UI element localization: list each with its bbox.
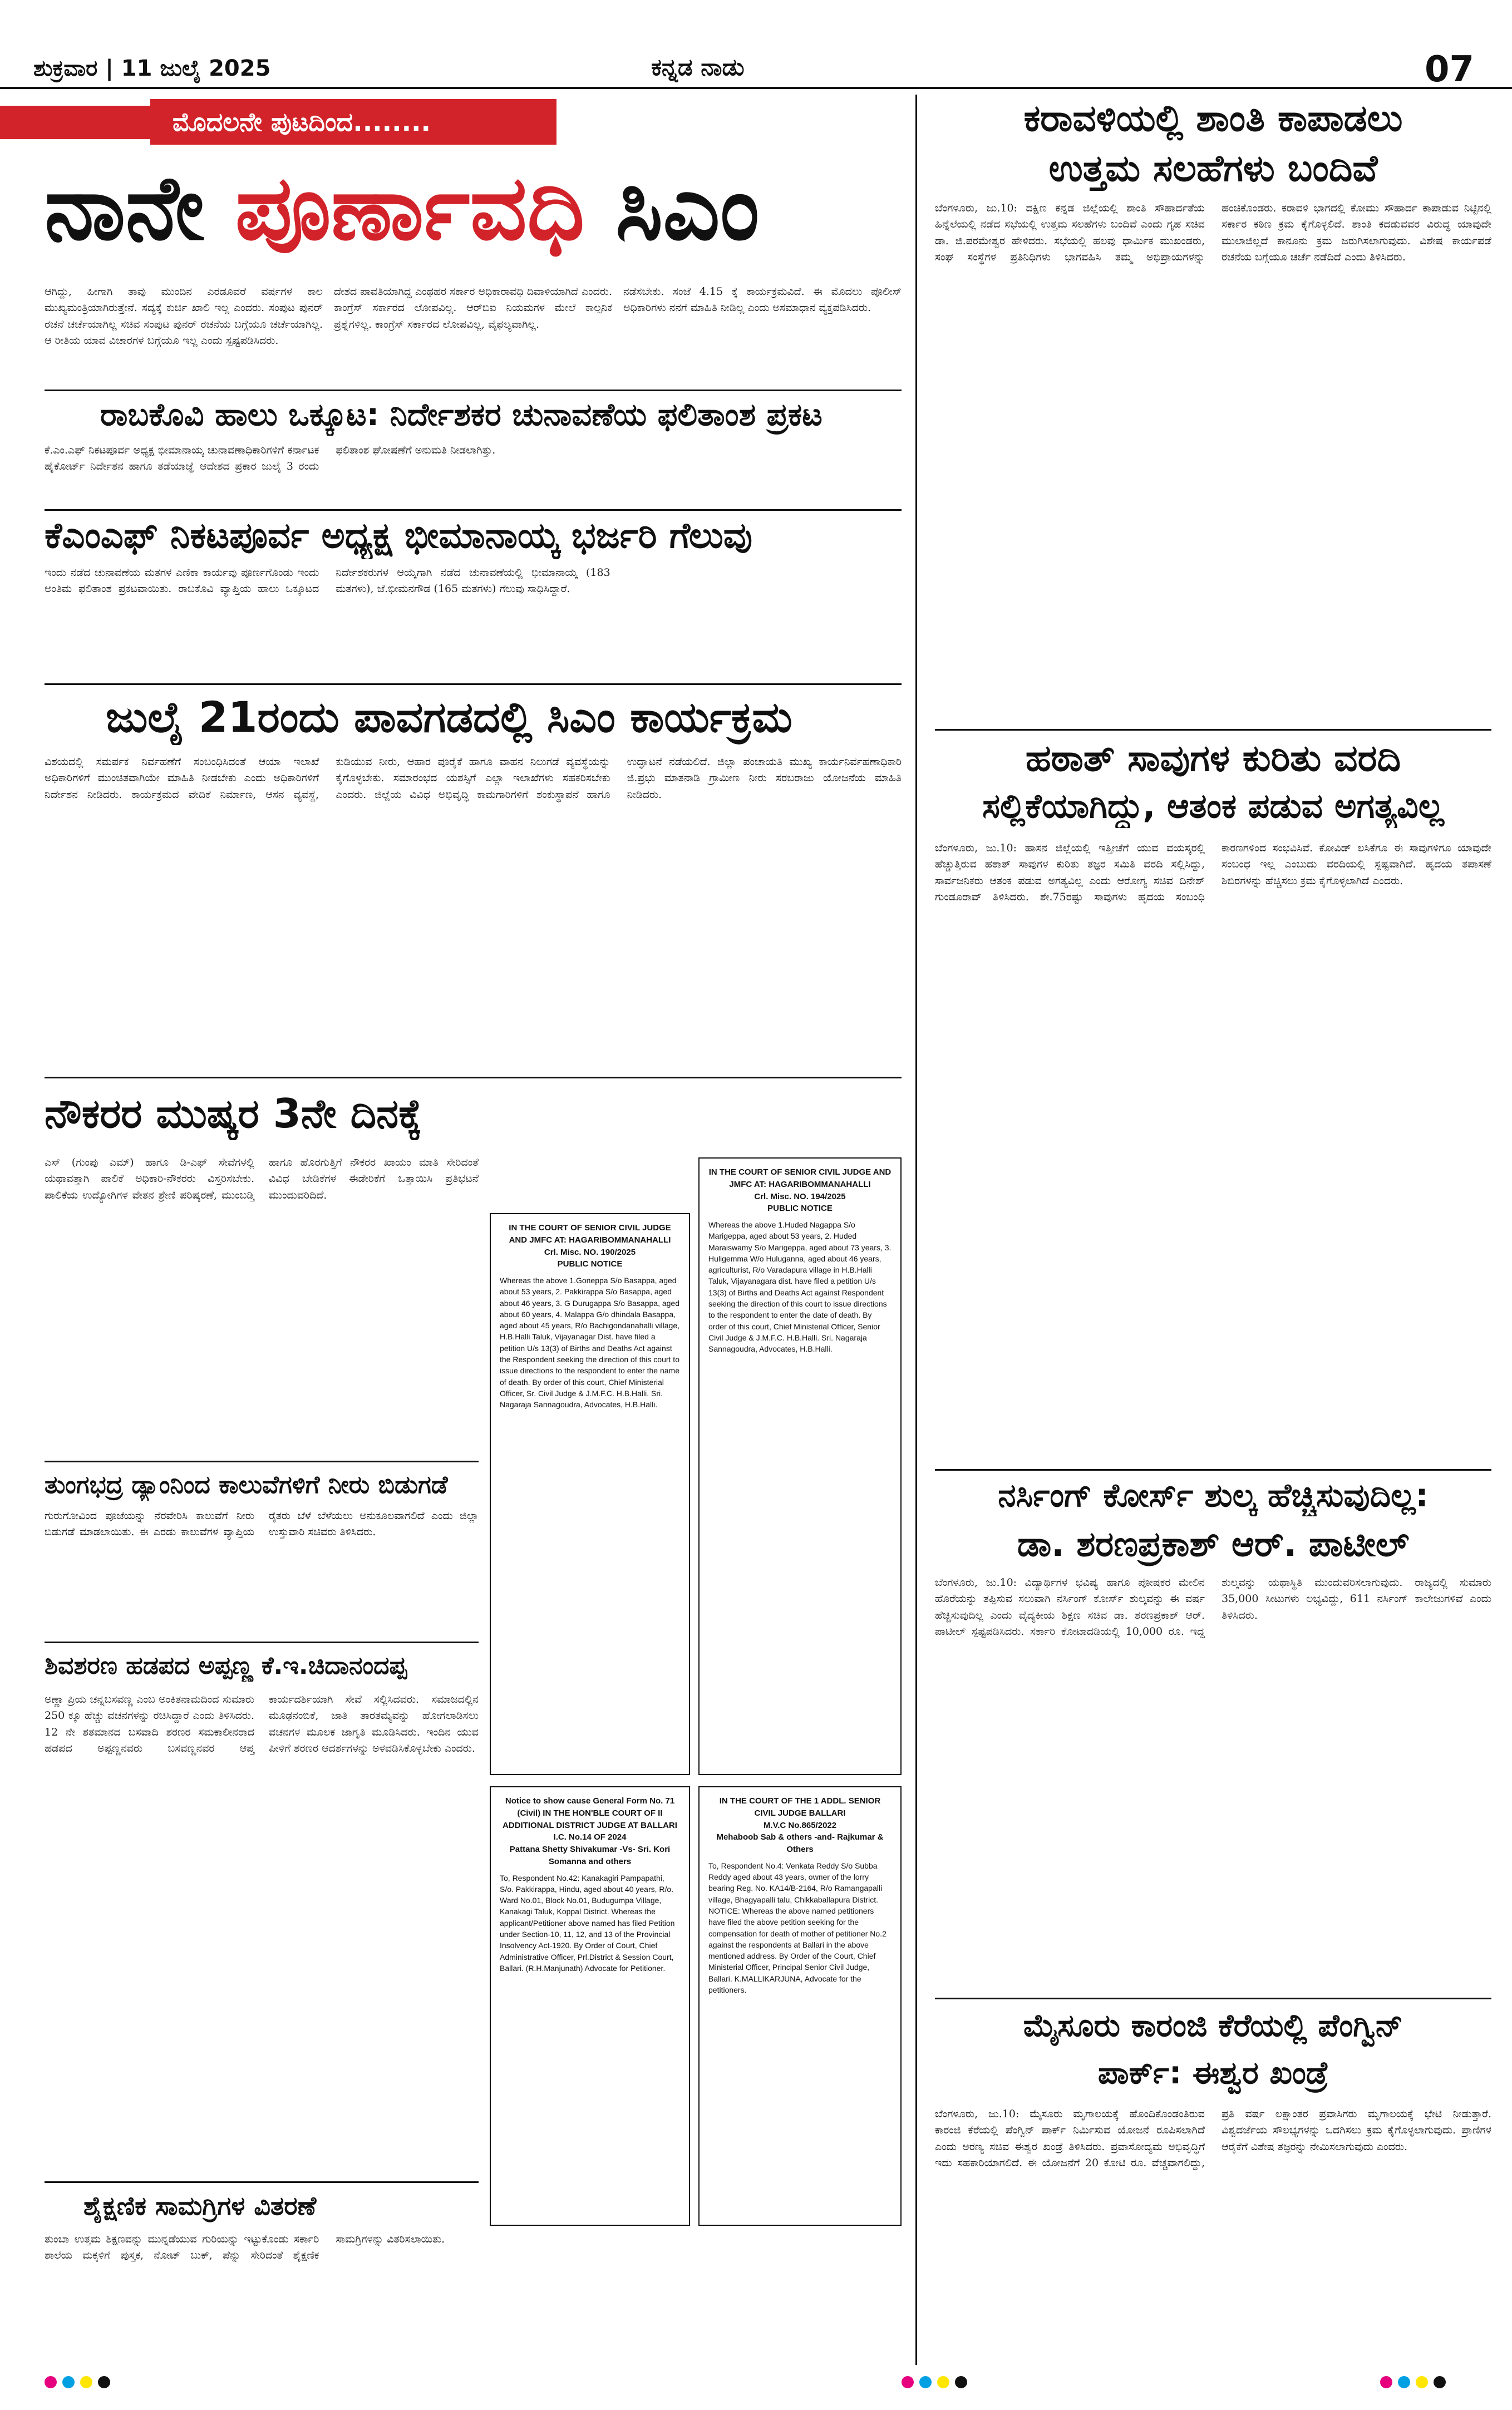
lead-kicker: ಮೊದಲನೇ ಪುಟದಿಂದ........ <box>150 99 556 145</box>
story-headline: ಜುಲೈ 21ರಂದು ಪಾವಗಡದಲ್ಲಿ ಸಿಎಂ ಕಾರ್ಯಕ್ರಮ <box>106 692 792 742</box>
registration-dot <box>1416 2376 1428 2388</box>
legal-notice <box>698 1786 902 2226</box>
notice-title: Pattana Shetty Shivakumar -Vs- Sri. Kori Somanna and others <box>509 1845 671 1866</box>
registration-dot <box>80 2376 92 2388</box>
registration-dot <box>98 2376 110 2388</box>
notice-text: Whereas the above 1.Goneppa S/o Basappa, aged about 53 years, 2. Pakkirappa S/o Basappa, aged about 46 years, 3. G Durugappa S/o Basappa, aged about 60 years, 4. Malappa G/o dhindala Basappa, aged about 45 years, R/o Bachigondanahalli village, H.B.Halli Taluk, Vijayanagar Dist. have filed a petition U/s 13(3) of Births and Deaths Act against the Respondent seeking the direction of this court to issue directions to the respondent to enter the name of death. By order of this court, Chief Ministerial Officer, Sr. Civil Judge & J.M.F.C. H.B.Halli. Sri. Nagaraja Sannagoudra, Advocates, H.B.Halli. <box>500 1276 680 1409</box>
notice-court: IN THE COURT OF SENIOR CIVIL JUDGE AND JMFC AT: HAGARIBOMMANAHALLI <box>509 1223 671 1245</box>
page-number: 07 <box>1425 49 1475 90</box>
lead-headline-part3: ಸಿಎಂ <box>615 156 760 260</box>
story-body: ಬೆಂಗಳೂರು, ಜು.10: ದಕ್ಷಿಣ ಕನ್ನಡ ಜಿಲ್ಲೆಯಲ್ಲಿ ಶಾಂತಿ ಸೌಹಾರ್ದತೆಯ ಹಿನ್ನೆಲೆಯಲ್ಲಿ ನಡೆದ ಸಭೆಯಲ್ಲಿ ಉತ್ತಮ ಸಲಹೆಗಳು ಬಂದಿವೆ ಎಂದು ಗೃಹ ಸಚಿವ ಡಾ. ಜಿ.ಪರಮೇಶ್ವರ ಹೇಳಿದರು. ಸಭೆಯಲ್ಲಿ ಹಲವು ಧಾರ್ಮಿಕ ಮುಖಂಡರು, ಸಂಘ ಸಂಸ್ಥೆಗಳ ಪ್ರತಿನಿಧಿಗಳು ಭಾಗವಹಿಸಿ ತಮ್ಮ ಅಭಿಪ್ರಾಯಗಳನ್ನು ಹಂಚಿಕೊಂಡರು. ಕರಾವಳಿ ಭಾಗದಲ್ಲಿ ಕೋಮು ಸೌಹಾರ್ದ ಕಾಪಾಡುವ ನಿಟ್ಟಿನಲ್ಲಿ ಸರ್ಕಾರ ಕಠಿಣ ಕ್ರಮ ಕೈಗೊಳ್ಳಲಿದೆ. ಶಾಂತಿ ಕದಡುವವರ ವಿರುದ್ಧ ಯಾವುದೇ ಮುಲಾಜಿಲ್ಲದೆ ಕಾನೂನು ಕ್ರಮ ಜರುಗಿಸಲಾಗುವುದು. ವಿಶೇಷ ಕಾರ್ಯಪಡೆ ರಚನೆಯ ಬಗ್ಗೆಯೂ ಚರ್ಚೆ ನಡೆದಿದೆ ಎಂದು ತಿಳಿಸಿದರು. <box>935 202 1491 264</box>
notice-case: Crl. Misc. NO. 190/2025 <box>544 1247 636 1257</box>
divider <box>45 1642 479 1643</box>
story-body: ಬೆಂಗಳೂರು, ಜು.10: ಮೈಸೂರು ಮೃಗಾಲಯಕ್ಕೆ ಹೊಂದಿಕೊಂಡಂತಿರುವ ಕಾರಂಜಿ ಕೆರೆಯಲ್ಲಿ ಪೆಂಗ್ವಿನ್ ಪಾರ್ಕ್ ನಿರ್ಮಿಸುವ ಯೋಜನೆ ರೂಪಿಸಲಾಗಿದೆ ಎಂದು ಅರಣ್ಯ ಸಚಿವ ಈಶ್ವರ ಖಂಡ್ರೆ ತಿಳಿಸಿದರು. ಪ್ರವಾಸೋದ್ಯಮ ಅಭಿವೃದ್ಧಿಗೆ ಇದು ಸಹಕಾರಿಯಾಗಲಿದೆ. ಈ ಯೋಜನೆಗೆ 20 ಕೋಟಿ ರೂ. ವೆಚ್ಚವಾಗಲಿದ್ದು, ಪ್ರತಿ ವರ್ಷ ಲಕ್ಷಾಂತರ ಪ್ರವಾಸಿಗರು ಮೃಗಾಲಯಕ್ಕೆ ಭೇಟಿ ನೀಡುತ್ತಾರೆ. ವಿಶ್ವದರ್ಜೆಯ ಸೌಲಭ್ಯಗಳನ್ನು ಒದಗಿಸಲು ಕ್ರಮ ಕೈಗೊಳ್ಳಲಾಗುವುದು. ಪ್ರಾಣಿಗಳ ಆರೈಕೆಗೆ ವಿಶೇಷ ತಜ್ಞರನ್ನು ನೇಮಿಸಲಾಗುವುದು ಎಂದರು. <box>935 2108 1491 2170</box>
story-headline: ಪಾರ್ಕ್: ಈಶ್ವರ ಖಂಡ್ರೆ <box>1097 2055 1329 2091</box>
registration-dot <box>1434 2376 1446 2388</box>
notice-text: To, Respondent No.42: Kanakagiri Pampapathi, S/o. Pakkirappa, Hindu, aged about 40 years, R/o. Ward No.01, Block No.01, Budugumpa Village, Kanakagi Taluk, Koppal District. Whereas the applicant/Petitioner above named has filed Petition under Section-10, 11, 12, and 13 of the Provincial Insolvency Act-1920. By Order of Court, Chief Administrative Officer, Prl.District & Session Court, Ballari. (R.H.Manjunath) Advocate for Petitioner. <box>500 1873 675 1973</box>
print-registration-marks-left <box>45 2376 116 2389</box>
notice-court: IN THE COURT OF THE 1 ADDL. SENIOR CIVIL JUDGE BALLARI <box>719 1796 881 1818</box>
notice-title: PUBLIC NOTICE <box>767 1204 833 1214</box>
notice-title: Mehaboob Sab & others -and- Rajkumar & Others <box>716 1832 884 1854</box>
divider <box>45 1077 902 1078</box>
story-body: ವಿಶಯದಲ್ಲಿ ಸಮರ್ಪಕ ನಿರ್ವಹಣೆಗೆ ಸಂಬಂಧಿಸಿದಂತೆ ಆಯಾ ಇಲಾಖೆ ಅಧಿಕಾರಿಗಳಿಗೆ ಮುಂಚಿತವಾಗಿಯೇ ಮಾಹಿತಿ ನೀಡಬೇಕು ಎಂದು ಅಧಿಕಾರಿಗಳಿಗೆ ನಿರ್ದೇಶನ ನೀಡಿದರು. ಕಾರ್ಯಕ್ರಮದ ವೇದಿಕೆ ನಿರ್ಮಾಣ, ಆಸನ ವ್ಯವಸ್ಥೆ, ಕುಡಿಯುವ ನೀರು, ಆಹಾರ ಪೂರೈಕೆ ಹಾಗೂ ವಾಹನ ನಿಲುಗಡೆ ವ್ಯವಸ್ಥೆಯನ್ನು ಕೈಗೊಳ್ಳಬೇಕು. ಸಮಾರಂಭದ ಯಶಸ್ಸಿಗೆ ಎಲ್ಲಾ ಇಲಾಖೆಗಳು ಸಹಕರಿಸಬೇಕು ಎಂದರು. ಜಿಲ್ಲೆಯ ವಿವಿಧ ಅಭಿವೃದ್ಧಿ ಕಾಮಗಾರಿಗಳಿಗೆ ಶಂಕುಸ್ಥಾಪನೆ ಹಾಗೂ ಉದ್ಘಾಟನೆ ನಡೆಯಲಿದೆ. ಜಿಲ್ಲಾ ಪಂಚಾಯತಿ ಮುಖ್ಯ ಕಾರ್ಯನಿರ್ವಹಣಾಧಿಕಾರಿ ಜಿ.ಪ್ರಭು ಮಾತನಾಡಿ ಗ್ರಾಮೀಣ ನೀರು ಸರಬರಾಜು ಯೋಜನೆಯ ಮಾಹಿತಿ ನೀಡಿದರು. <box>45 756 902 801</box>
story-headline: ಉತ್ತಮ ಸಲಹೆಗಳು ಬಂದಿವೆ <box>1048 147 1378 190</box>
notice-title: PUBLIC NOTICE <box>557 1259 623 1269</box>
story-headline: ಹಠಾತ್ ಸಾವುಗಳ ಕುರಿತು ವರದಿ <box>1025 737 1401 780</box>
lead-headline <box>45 150 902 278</box>
notice-case: M.V.C No.865/2022 <box>763 1820 837 1830</box>
print-registration-marks-right <box>1380 2376 1451 2389</box>
paper-name: ಕನ್ನಡ ನಾಡು <box>651 53 745 81</box>
lead-col2: ದೇಶದ ಪಾವತಿಯಾಗಿದ್ದ ಎಂಥಹರ ಸರ್ಕಾರ ಅಧಿಕಾರಾವಧಿ ದಿವಾಳಿಯಾಗಿದೆ ಎಂದರು. ಕಾಂಗ್ರೆಸ್ ಸರ್ಕಾರದ ಲೋಪವಿಲ್ಲ. ಆರ್‌ಬಿಐ ನಿಯಮಗಳ ಮೇಲೆ ಕಾಲ್ಪನಿಕ ಪ್ರಶ್ನೆಗಳಿಲ್ಲ. ಕಾಂಗ್ರೆಸ್ ಸರ್ಕಾರದ ಲೋಪವಿಲ್ಲ, ವೈಫಲ್ಯವಾಗಿಲ್ಲ. <box>334 285 612 331</box>
story-headline: ನರ್ಸಿಂಗ್ ಕೋರ್ಸ್ ಶುಲ್ಕ ಹೆಚ್ಚಿಸುವುದಿಲ್ಲ: <box>998 1476 1429 1514</box>
legal-notice <box>698 1157 902 1775</box>
notice-text: To, Respondent No.4: Venkata Reddy S/o Subba Reddy aged about 43 years, owner of the lorry bearing Reg. No. KA14/B-2164, R/o Ramangapalli village, Bhagyapalli talu, Chikkaballapura District. NOTICE: Whereas the above named petitioners have filed the above petition seeking for the compensation for death of mother of petitioner No.2 against the respondents at Ballari in the above mentioned address. By Order of the Court, Chief Ministerial Officer, Principal Senior Civil Judge, Ballari. K.MALLIKARJUNA, Advocate for the petitioners. <box>708 1861 886 1995</box>
divider <box>935 1469 1491 1471</box>
story-headline: ಸಲ್ಲಿಕೆಯಾಗಿದ್ದು, ಆತಂಕ ಪಡುವ ಅಗತ್ಯವಿಲ್ಲ <box>982 787 1444 826</box>
story-body: ಬೆಂಗಳೂರು, ಜು.10: ಹಾಸನ ಜಿಲ್ಲೆಯಲ್ಲಿ ಇತ್ತೀಚೆಗೆ ಯುವ ವಯಸ್ಕರಲ್ಲಿ ಹೆಚ್ಚುತ್ತಿರುವ ಹಠಾತ್ ಸಾವುಗಳ ಕುರಿತು ತಜ್ಞರ ಸಮಿತಿ ವರದಿ ಸಲ್ಲಿಸಿದ್ದು, ಸಾರ್ವಜನಿಕರು ಆತಂಕ ಪಡುವ ಅಗತ್ಯವಿಲ್ಲ ಎಂದು ಆರೋಗ್ಯ ಸಚಿವ ದಿನೇಶ್ ಗುಂಡೂರಾವ್ ತಿಳಿಸಿದರು. ಶೇ.75ರಷ್ಟು ಸಾವುಗಳು ಹೃದಯ ಸಂಬಂಧಿ ಕಾರಣಗಳಿಂದ ಸಂಭವಿಸಿವೆ. ಕೋವಿಡ್ ಲಸಿಕೆಗೂ ಈ ಸಾವುಗಳಿಗೂ ಯಾವುದೇ ಸಂಬಂಧ ಇಲ್ಲ ಎಂಬುದು ವರದಿಯಲ್ಲಿ ಸ್ಪಷ್ಟವಾಗಿದೆ. ಹೃದಯ ತಪಾಸಣೆ ಶಿಬಿರಗಳನ್ನು ಹೆಚ್ಚಿಸಲು ಕ್ರಮ ಕೈಗೊಳ್ಳಲಾಗಿದೆ ಎಂದರು. <box>935 842 1491 904</box>
masthead <box>0 0 1512 89</box>
registration-dot <box>62 2376 75 2388</box>
registration-dot <box>955 2376 967 2388</box>
notice-case: I.C. No.14 OF 2024 <box>553 1832 627 1842</box>
story-body: ಇಂದು ನಡೆದ ಚುನಾವಣೆಯ ಮತಗಳ ಎಣಿಕಾ ಕಾರ್ಯವು ಪೂರ್ಣಗೊಂಡು ಇಂದು ಅಂತಿಮ ಫಲಿತಾಂಶ ಪ್ರಕಟವಾಯಿತು. ರಾಬಕೊವಿ ವ್ಯಾಪ್ತಿಯ ಹಾಲು ಒಕ್ಕೂಟದ ನಿರ್ದೇಶಕರುಗಳ ಆಯ್ಕೆಗಾಗಿ ನಡೆದ ಚುನಾವಣೆಯಲ್ಲಿ ಭೀಮಾನಾಯ್ಕ (183 ಮತಗಳು), ಜೆ.ಭೀಮನಗೌಡ (165 ಮತಗಳು) ಗೆಲುವು ಸಾಧಿಸಿದ್ದಾರೆ. <box>45 566 610 595</box>
registration-dot <box>1380 2376 1392 2388</box>
story-headline: ನೌಕರರ ಮುಷ್ಕರ 3ನೇ ದಿನಕ್ಕೆ <box>45 1090 422 1137</box>
story-headline: ಕರಾವಳಿಯಲ್ಲಿ ಶಾಂತಿ ಕಾಪಾಡಲು <box>1023 97 1403 140</box>
kicker-bar <box>0 106 150 139</box>
column-divider <box>915 95 917 2365</box>
divider <box>45 509 902 511</box>
story-body: ಗುರುಗೋವಿಂದ ಪೂಜೆಯನ್ನು ನೆರವೇರಿಸಿ ಕಾಲುವೆಗೆ ನೀರು ಬಿಡುಗಡೆ ಮಾಡಲಾಯಿತು. ಈ ಎರಡು ಕಾಲುವೆಗಳ ವ್ಯಾಪ್ತಿಯ ರೈತರು ಬೆಳೆ ಬೆಳೆಯಲು ಅನುಕೂಲವಾಗಲಿದೆ ಎಂದು ಜಿಲ್ಲಾ ಉಸ್ತುವಾರಿ ಸಚಿವರು ತಿಳಿಸಿದರು. <box>45 1510 479 1539</box>
registration-dot <box>937 2376 949 2388</box>
story-headline: ಮೈಸೂರು ಕಾರಂಜಿ ಕೆರೆಯಲ್ಲಿ ಪೆಂಗ್ವಿನ್ <box>1023 2008 1403 2044</box>
divider <box>935 1998 1491 1999</box>
registration-dot <box>902 2376 914 2388</box>
notice-text: Whereas the above 1.Huded Nagappa S/o Marigeppa, aged about 53 years, 2. Huded Maraiswamy S/o Marigeppa, aged about 73 years, 3. Huligemma W/o Huluganna, aged about 46 years, agriculturist, R/o Varadapura village in H.B.Halli Taluk, Vijayanagara dist. have filed a petition U/s 13(3) of Births and Deaths Act against Respondent seeking the direction of this court to issue directions to the respondent to enter the date of death. By order of this court, Chief Ministerial Officer, Senior Civil Judge & J.M.F.C. H.B.Halli. Sri. Nagaraja Sannagoudra, Advocates, H.B.Halli. <box>708 1220 892 1354</box>
legal-notice <box>490 1213 690 1775</box>
divider <box>45 2181 479 2183</box>
lead-headline-part2: ಪೂರ್ಣಾವಧಿ <box>235 156 585 260</box>
story-body: ತುಂಬಾ ಉತ್ತಮ ಶಿಕ್ಷಣವನ್ನು ಮುನ್ನಡೆಯುವ ಗುರಿಯನ್ನು ಇಟ್ಟುಕೊಂಡು ಸರ್ಕಾರಿ ಶಾಲೆಯ ಮಕ್ಕಳಿಗೆ ಪುಸ್ತಕ, ನೋಟ್ ಬುಕ್, ಪೆನ್ನು ಸೇರಿದಂತೆ ಶೈಕ್ಷಣಿಕ ಸಾಮಗ್ರಿಗಳನ್ನು ವಿತರಿಸಲಾಯಿತು. <box>45 2233 445 2262</box>
issue-date: ಶುಕ್ರವಾರ | 11 ಜುಲೈ 2025 <box>33 56 271 81</box>
notice-case: Crl. Misc. NO. 194/2025 <box>754 1191 846 1201</box>
story-body: ಕೆ.ಎಂ.ಎಫ್ ನಿಕಟಪೂರ್ವ ಅಧ್ಯಕ್ಷ ಭೀಮಾನಾಯ್ಕ ಚುನಾವಣಾಧಿಕಾರಿಗಳಿಗೆ ಕರ್ನಾಟಕ ಹೈಕೋರ್ಟ್ ನಿರ್ದೇಶನ ಹಾಗೂ ತಡೆಯಾಜ್ಞೆ ಆದೇಶದ ಪ್ರಕಾರ ಜುಲೈ 3 ರಂದು ಫಲಿತಾಂಶ ಘೋಷಣೆಗೆ ಅನುಮತಿ ನೀಡಲಾಗಿತ್ತು. <box>45 444 496 473</box>
registration-dot <box>1398 2376 1410 2388</box>
registration-dot <box>45 2376 57 2388</box>
story-headline: ಕೆಎಂಎಫ್ ನಿಕಟಪೂರ್ವ ಅಧ್ಯಕ್ಷ ಭೀಮಾನಾಯ್ಕ ಭರ್ಜರಿ ಗೆಲುವು <box>45 515 752 556</box>
story-headline: ತುಂಗಭದ್ರ ಡ್ಯಾಂನಿಂದ ಕಾಲುವೆಗಳಿಗೆ ನೀರು ಬಿಡುಗಡೆ <box>45 1471 448 1499</box>
story-body: ಬೆಂಗಳೂರು, ಜು.10: ವಿದ್ಯಾರ್ಥಿಗಳ ಭವಿಷ್ಯ ಹಾಗೂ ಪೋಷಕರ ಮೇಲಿನ ಹೊರೆಯನ್ನು ತಪ್ಪಿಸುವ ಸಲುವಾಗಿ ನರ್ಸಿಂಗ್ ಕೋರ್ಸ್ ಶುಲ್ಕವನ್ನು ಈ ವರ್ಷ ಹೆಚ್ಚಿಸುವುದಿಲ್ಲ ಎಂದು ವೈದ್ಯಕೀಯ ಶಿಕ್ಷಣ ಸಚಿವ ಡಾ. ಶರಣಪ್ರಕಾಶ್ ಆರ್. ಪಾಟೀಲ್ ಸ್ಪಷ್ಟಪಡಿಸಿದರು. ಸರ್ಕಾರಿ ಕೋಟಾದಡಿಯಲ್ಲಿ 10,000 ರೂ. ಇದ್ದ ಶುಲ್ಕವನ್ನು ಯಥಾಸ್ಥಿತಿ ಮುಂದುವರಿಸಲಾಗುವುದು. ರಾಜ್ಯದಲ್ಲಿ ಸುಮಾರು 35,000 ಸೀಟುಗಳು ಲಭ್ಯವಿದ್ದು, 611 ನರ್ಸಿಂಗ್ ಕಾಲೇಜುಗಳಿವೆ ಎಂದು ತಿಳಿಸಿದರು. <box>935 1576 1491 1638</box>
legal-notice <box>490 1786 690 2226</box>
lead-col3: ನಡೆಸಬೇಕು. ಸಂಜೆ 4.15 ಕ್ಕೆ ಕಾರ್ಯಕ್ರಮವಿದೆ. ಈ ಮೊದಲು ಪೊಲೀಸ್ ಅಧಿಕಾರಿಗಳು ನನಗೆ ಮಾಹಿತಿ ನೀಡಿಲ್ಲ ಎಂದು ಅಸಮಾಧಾನ ವ್ಯಕ್ತಪಡಿಸಿದರು. <box>623 285 902 314</box>
notice-court: IN THE COURT OF SENIOR CIVIL JUDGE AND JMFC AT: HAGARIBOMMANAHALLI <box>708 1167 892 1189</box>
divider <box>45 683 902 685</box>
story-body: ಎಸ್ (ಗುಂಪು ಎಮ್) ಹಾಗೂ ಡಿ-ಎಫ್ ಸೇವೆಗಳಲ್ಲಿ ಯಥಾವತ್ತಾಗಿ ಪಾಲಿಕೆ ಅಧಿಕಾರಿ-ನೌಕರರು ವಿಸ್ತರಿಸಬೇಕು. ಪಾಲಿಕೆಯ ಉದ್ಯೋಗಿಗಳ ವೇತನ ಶ್ರೇಣಿ ಪರಿಷ್ಕರಣೆ, ಮುಂಬಡ್ತಿ ಹಾಗೂ ಹೊರಗುತ್ತಿಗೆ ನೌಕರರ ಖಾಯಂ ಮಾತಿ ಸೇರಿದಂತೆ ವಿವಿಧ ಬೇಡಿಕೆಗಳ ಈಡೇರಿಕೆಗೆ ಒತ್ತಾಯಿಸಿ ಪ್ರತಿಭಟನೆ ಮುಂದುವರಿದಿದೆ. <box>45 1156 479 1201</box>
divider <box>45 390 902 391</box>
story-headline: ಶಿವಶರಣ ಹಡಪದ ಅಪ್ಪಣ್ಣ ಕೆ.ಇ.ಚಿದಾನಂದಪ್ಪ <box>45 1652 407 1680</box>
divider <box>935 729 1491 731</box>
story-headline: ಡಾ. ಶರಣಪ್ರಕಾಶ್ ಆರ್. ಪಾಟೀಲ್ <box>1017 1524 1410 1564</box>
story-headline: ರಾಬಕೊವಿ ಹಾಲು ಒಕ್ಕೂಟ: ನಿರ್ದೇಶಕರ ಚುನಾವಣೆಯ ಫಲಿತಾಂಶ ಪ್ರಕಟ <box>100 397 823 433</box>
notice-court: Notice to show cause General Form No. 71 (Civil) IN THE HON'BLE COURT OF II ADDITIONAL DISTRICT JUDGE AT BALLARI <box>503 1796 677 1830</box>
print-registration-marks-mid <box>902 2376 973 2389</box>
story-body: ಅಣ್ಣಾ ಪ್ರಿಯ ಚನ್ನಬಸವಣ್ಣ ಎಂಬ ಅಂಕಿತನಾಮದಿಂದ ಸುಮಾರು 250 ಕ್ಕೂ ಹೆಚ್ಚು ವಚನಗಳನ್ನು ರಚಿಸಿದ್ದಾರೆ ಎಂದು ತಿಳಿಸಿದರು. 12 ನೇ ಶತಮಾನದ ಬಸವಾದಿ ಶರಣರ ಸಮಕಾಲೀನರಾದ ಹಡಪದ ಅಪ್ಪಣ್ಣನವರು ಬಸವಣ್ಣನವರ ಆಪ್ತ ಕಾರ್ಯದರ್ಶಿಯಾಗಿ ಸೇವೆ ಸಲ್ಲಿಸಿದವರು. ಸಮಾಜದಲ್ಲಿನ ಮೂಢನಂಬಿಕೆ, ಜಾತಿ ತಾರತಮ್ಯವನ್ನು ಹೋಗಲಾಡಿಸಲು ವಚನಗಳ ಮೂಲಕ ಜಾಗೃತಿ ಮೂಡಿಸಿದರು. ಇಂದಿನ ಯುವ ಪೀಳಿಗೆ ಶರಣರ ಆದರ್ಶಗಳನ್ನು ಅಳವಡಿಸಿಕೊಳ್ಳಬೇಕು ಎಂದರು. <box>45 1693 479 1755</box>
lead-headline-part1: ನಾನೇ <box>45 156 204 260</box>
divider <box>45 1461 479 1462</box>
story-headline: ಶೈಕ್ಷಣಿಕ ಸಾಮಗ್ರಿಗಳ ವಿತರಣೆ <box>83 2191 317 2221</box>
lead-col1: ಆಗಿದ್ದು, ಹೀಗಾಗಿ ತಾವು ಮುಂದಿನ ಎರಡೂವರೆ ವರ್ಷಗಳ ಕಾಲ ಮುಖ್ಯಮಂತ್ರಿಯಾಗಿರುತ್ತೇನೆ. ಸದ್ಯಕ್ಕೆ ಕುರ್ಚಿ ಖಾಲಿ ಇಲ್ಲ ಎಂದರು. ಸಂಪುಟ ಪುನರ್ ರಚನೆ ಚರ್ಚೆಯಾಗಿಲ್ಲ ಸಚಿವ ಸಂಪುಟ ಪುನರ್ ರಚನೆಯ ಬಗ್ಗೆಯೂ ಚರ್ಚೆಯಾಗಿಲ್ಲ. ಆ ರೀತಿಯ ಯಾವ ವಿಚಾರಗಳ ಬಗ್ಗೆಯೂ ಇಲ್ಲ ಎಂದು ಸ್ಪಷ್ಟಪಡಿಸಿದರು. <box>45 285 323 347</box>
registration-dot <box>919 2376 932 2388</box>
